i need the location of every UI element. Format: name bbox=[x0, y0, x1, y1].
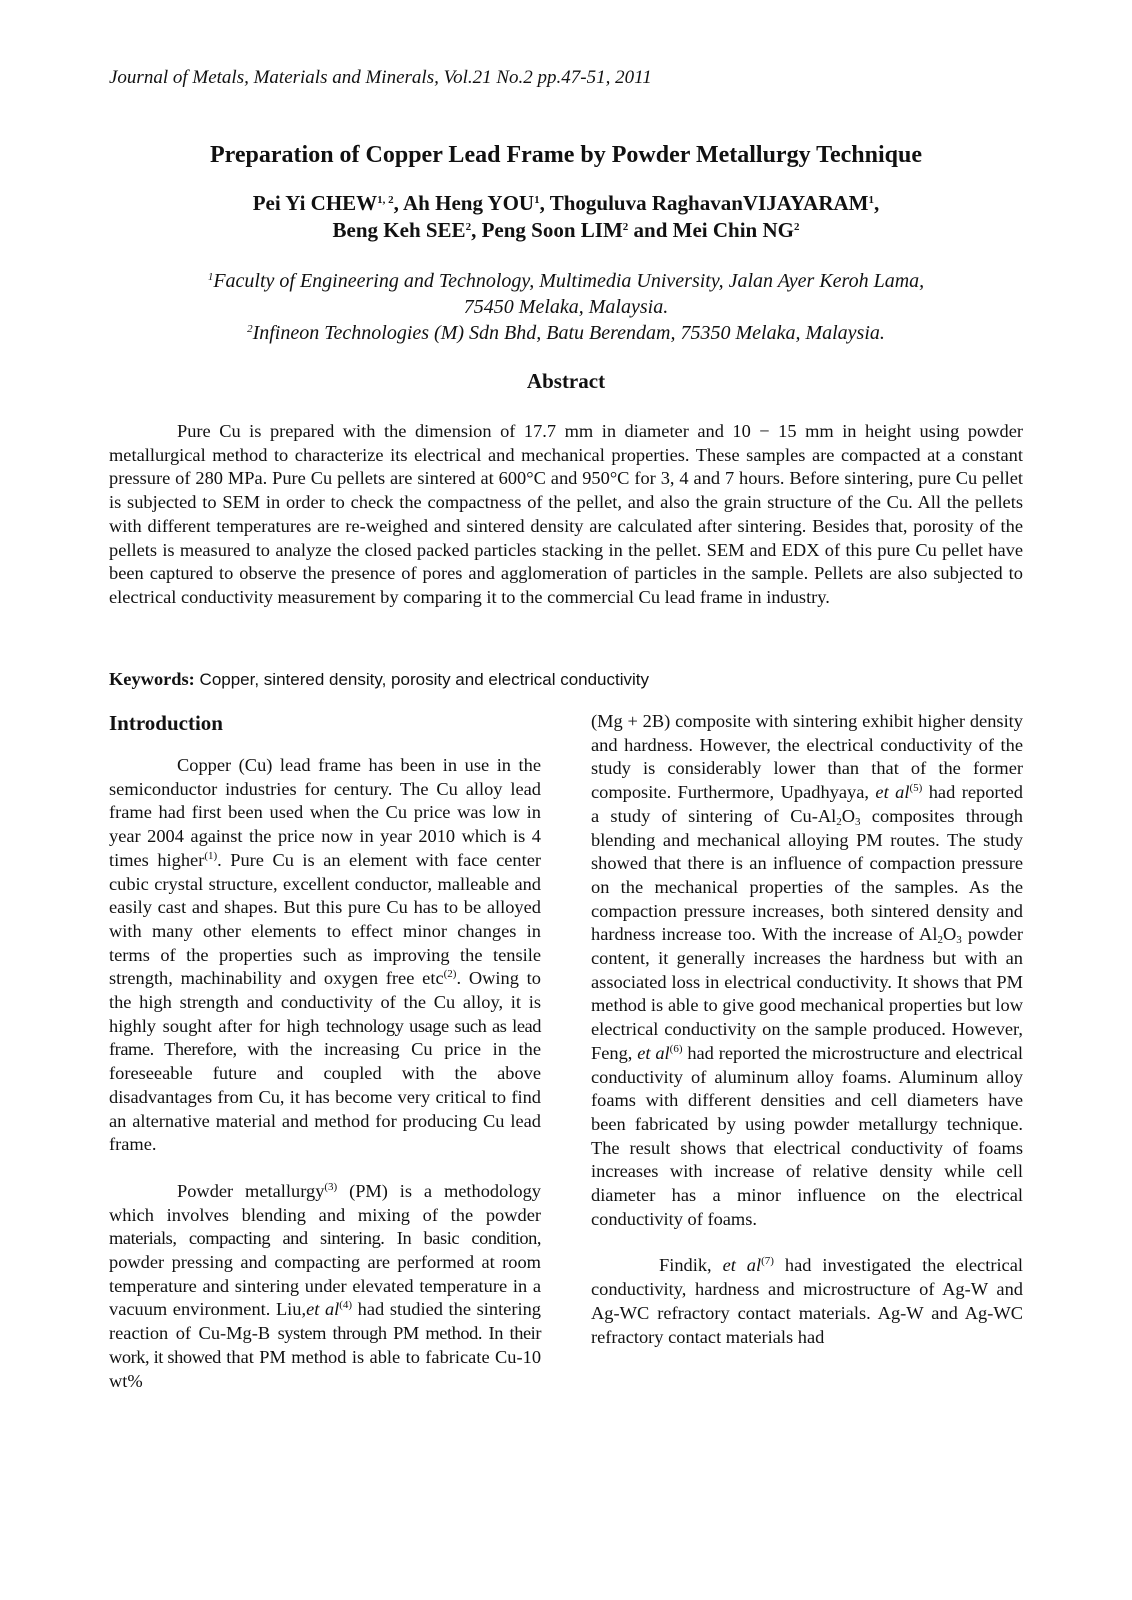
citation-ref: (3) bbox=[324, 1180, 338, 1193]
affil-mark: 2 bbox=[247, 323, 253, 335]
paragraph-text: materials, compacting and sintering. In basic condition, bbox=[109, 1228, 541, 1249]
citation-ref: (7) bbox=[761, 1255, 774, 1268]
paper-title: Preparation of Copper Lead Frame by Powder Metallurgy Technique bbox=[210, 142, 922, 168]
paragraph-text: system through PM method. In their work, it showed bbox=[109, 1323, 541, 1367]
author-affil-mark: 2 bbox=[622, 221, 629, 233]
paragraph-text: had reported the microstructure and electrical conductivity of aluminum alloy foams. Aluminum alloy foams with different densities and cell diameters have been fabricated by using powder metallurgy technique. The result shows that electrical conductivity of foams increases with increase of relative density while cell diameter has a minor influence on the electrical conductivity of foams. bbox=[591, 1042, 1023, 1229]
author-name: , Thoguluva RaghavanVIJAYARAM bbox=[539, 191, 869, 215]
paragraph-text: the increasing Cu price in the foreseeable future and coupled with the above disadvantages from Cu, it has become very critical to find an alternative material and method for producing Cu lead frame. bbox=[109, 1039, 541, 1155]
paragraph-text: (PM) is a methodology which involves blending and mixing of the powder bbox=[109, 1180, 541, 1225]
paragraph-text: composites through blending and mechanical alloying PM routes. The study showed that there is an influence of compaction pressure on the mechanical properties of the samples. As the compaction pressure increases, both sintered density and hardness increase too. With the increase of Al bbox=[591, 805, 1023, 945]
author-affil-mark: 2 bbox=[793, 221, 800, 233]
intro-paragraph-2-continued bbox=[591, 710, 1023, 1231]
abstract-text: Pure Cu is prepared with the dimension of 17.7 mm in diameter and 10 − 15 mm in height using powder metallurgical method to characterize its electrical and mechanical properties. These samples are compacted at a constant pressure of 280 MPa. Pure Cu pellets are sintered at 600°C and 950°C for 3, 4 and 7 hours. Before sintering, pure Cu pellet is subjected to SEM in order to check the compactness of the pellet, and also the grain structure of the Cu. All the pellets with different temperatures are re-weighed and sintered density are calculated after sintering. Besides that, porosity of the pellets is measured to analyze the closed packed particles stacking in the pellet. SEM and EDX of this pure Cu pellet have been captured to observe the presence of pores and agglomeration of particles in the sample. Pellets are also subjected to electrical conductivity measurement by comparing it to the commercial Cu lead frame in industry. bbox=[109, 421, 1023, 607]
affiliation-text: 75450 Melaka, Malaysia. bbox=[463, 296, 669, 318]
keywords-line bbox=[109, 667, 1023, 692]
abstract-heading: Abstract bbox=[526, 369, 606, 393]
intro-paragraph-2 bbox=[109, 1180, 541, 1393]
et-al: et al bbox=[875, 782, 910, 803]
journal-citation: Journal of Metals, Materials and Minerals, Vol.21 No.2 pp.47-51, 2011 bbox=[109, 67, 652, 88]
affiliation-text: Infineon Technologies (M) Sdn Bhd, Batu Berendam, 75350 Melaka, Malaysia. bbox=[252, 322, 885, 344]
paragraph-text: Copper (Cu) lead frame has been in use in the semiconductor industries for century. The Cu alloy lead frame had first been used when the Cu price was low in year 2004 against the price now in year 2010 which is 4 times higher bbox=[109, 755, 541, 870]
et-al: et al bbox=[306, 1299, 340, 1320]
paragraph-text: Findik, bbox=[659, 1255, 723, 1276]
et-al: et al bbox=[637, 1042, 670, 1063]
paragraph-text: . Owing to the high strength and conductivity of the Cu alloy, it is highly sought after for high bbox=[109, 968, 541, 1036]
citation-ref: (6) bbox=[669, 1042, 683, 1055]
author-name: Beng Keh SEE bbox=[332, 218, 466, 242]
author-affil-mark: 1 bbox=[868, 194, 874, 206]
author-separator: , bbox=[874, 191, 880, 215]
right-column bbox=[591, 710, 1023, 1349]
citation-ref: (4) bbox=[339, 1299, 353, 1312]
citation-ref: (5) bbox=[909, 782, 923, 795]
author-affil-mark: 2 bbox=[465, 221, 472, 233]
subscript: 2 bbox=[836, 815, 842, 828]
author-name: and Mei Chin NG bbox=[628, 218, 794, 242]
author-name: , Ah Heng YOU bbox=[393, 191, 535, 215]
subscript: 2 bbox=[937, 934, 943, 947]
keywords-text: Copper, sintered density, porosity and electrical conductivity bbox=[194, 670, 650, 689]
citation-ref: (1) bbox=[204, 849, 218, 862]
paragraph-text: technology usage such as lead frame. Therefore, with bbox=[109, 1015, 542, 1060]
paragraph-text: powder pressing and compacting are performed at room temperature and sintering under elevated temperature in a vacuum environment. Liu, bbox=[109, 1252, 541, 1320]
left-column bbox=[109, 710, 541, 1393]
paragraph-text: Powder metallurgy bbox=[177, 1180, 325, 1201]
citation-ref: (2) bbox=[443, 968, 457, 981]
section-heading-introduction: Introduction bbox=[109, 711, 223, 735]
author-affil-mark: 1, 2 bbox=[377, 194, 394, 206]
intro-paragraph-1 bbox=[109, 754, 541, 1157]
author-list bbox=[0, 190, 1132, 244]
paragraph-text: O bbox=[841, 805, 856, 826]
column-break-text-left: that PM method is able to fabricate Cu-10 wt% bbox=[109, 1346, 542, 1391]
author-affil-mark: 1 bbox=[534, 194, 540, 206]
author-name: , Peng Soon LIM bbox=[471, 218, 623, 242]
paragraph-text: . Pure Cu is an element with face center cubic crystal structure, excellent conductor, malleable and easily cast and shapes. But this pure Cu has to be alloyed with many other elements to effect minor changes in terms of the properties such as improving the tensile strength, machinability and oxygen free etc bbox=[109, 849, 541, 989]
affil-mark: 1 bbox=[207, 271, 214, 283]
paragraph-text: had investigated the electrical conductivity, hardness and microstructure of Ag-W and Ag-WC refractory contact materials. Ag-W and Ag-WC refractory contact materials had bbox=[591, 1255, 1023, 1347]
affiliation-text: Faculty of Engineering and Technology, Multimedia University, Jalan Ayer Keroh Lama, bbox=[213, 270, 925, 292]
et-al: et al bbox=[722, 1255, 762, 1276]
author-name: Pei Yi CHEW bbox=[252, 191, 378, 215]
paragraph-text: powder content, it generally increases the hardness but with an associated loss in electrical conductivity. It shows that PM method is able to give good mechanical properties but low electrical conductivity on the sample produced. However, Feng, bbox=[591, 924, 1023, 1063]
paragraph-text: had reported a study of sintering of Cu-Al bbox=[591, 782, 1023, 826]
affiliation-list bbox=[0, 268, 1132, 346]
intro-paragraph-3 bbox=[591, 1254, 1023, 1349]
paragraph-text: had studied the sintering reaction of Cu-Mg-B bbox=[109, 1299, 541, 1344]
subscript: 3 bbox=[956, 934, 962, 947]
column-break-text-right: (Mg + 2B) composite with sintering exhibit higher density and hardness. However, the electrical conductivity of the study is considerably lower than that of the former composite. Furthermore, Upadhyaya, bbox=[591, 711, 1023, 803]
paragraph-text: O bbox=[942, 924, 957, 945]
keywords-label: Keywords: bbox=[109, 669, 195, 689]
subscript: 3 bbox=[855, 815, 861, 828]
